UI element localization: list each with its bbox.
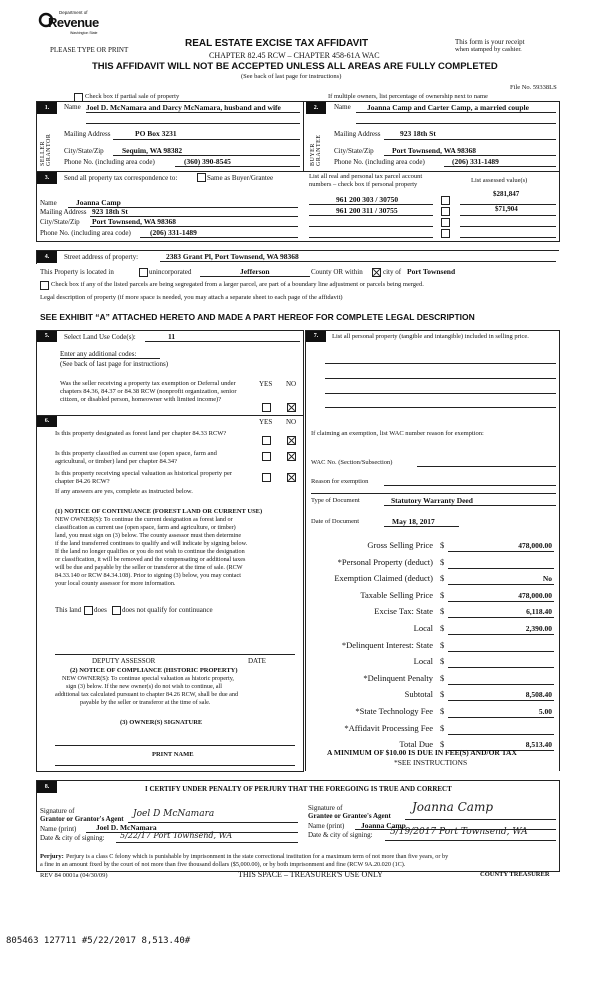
see-back: (See back of last page for instructions) xyxy=(241,73,342,80)
seller-city-label: City/State/Zip xyxy=(64,147,104,155)
unincorporated-checkbox[interactable] xyxy=(139,268,148,277)
fee-dollar-sign-0: $ xyxy=(440,540,445,550)
section-2-number: 2. xyxy=(306,102,326,114)
fee-value-4: 6,118.40 xyxy=(526,607,552,616)
same-as-buyer-checkbox[interactable] xyxy=(197,173,206,182)
does-not-qualify-checkbox[interactable] xyxy=(112,606,121,615)
this-land-label: This land xyxy=(55,606,82,614)
section-1-number: 1. xyxy=(37,102,57,114)
section-4-number: 4. xyxy=(37,251,57,263)
grantee-sig-label-2: Grantee or Grantee's Agent xyxy=(308,812,391,820)
multiple-owners-note: If multiple owners, list percentage of ownership next to name xyxy=(328,93,488,100)
buyer-phone: (206) 331-1489 xyxy=(452,157,499,166)
fee-label-0: Gross Selling Price xyxy=(367,540,433,550)
notice-1-title: (1) NOTICE OF CONTINUANCE (FOREST LAND OR CURRENT USE) xyxy=(55,508,263,515)
fee-dollar-sign-11: $ xyxy=(440,723,445,733)
fee-dollar-sign-1: $ xyxy=(440,557,445,567)
fee-dollar-sign-3: $ xyxy=(440,590,445,600)
form-title: REAL ESTATE EXCISE TAX AFFIDAVIT xyxy=(185,38,369,49)
fee-line-9 xyxy=(448,700,554,701)
deputy-assessor-label: DEPUTY ASSESSOR xyxy=(92,657,156,665)
s5-see-back: (See back of last page for instructions) xyxy=(60,360,169,368)
section-5-number: 5. xyxy=(37,331,57,342)
segregated-checkbox[interactable] xyxy=(40,281,49,290)
land-use-label: Select Land Use Code(s): xyxy=(64,333,136,341)
parcel-2-personal-checkbox[interactable] xyxy=(441,207,450,216)
grantee-sig-label-1: Signature of xyxy=(308,804,343,812)
notice-1-line-9: your local county assessor for more information. xyxy=(55,580,176,587)
q3-no-checkbox[interactable] xyxy=(287,473,296,482)
s3-name: Joanna Camp xyxy=(76,198,121,207)
parcel-header-2: numbers – check box if personal property xyxy=(309,181,418,188)
buyer-city-label: City/State/Zip xyxy=(334,147,374,155)
buyer-city: Port Townsend, WA 98368 xyxy=(392,146,477,155)
county-treasurer: COUNTY TREASURER xyxy=(480,871,550,878)
within-city-checkbox[interactable] xyxy=(372,268,381,277)
grantee-name: Joanna Camp xyxy=(361,821,406,830)
parcel-2-value: $71,904 xyxy=(495,205,518,213)
buyer-mailing: 923 18th St xyxy=(400,129,436,138)
does-label: does xyxy=(94,606,107,614)
parcel-1-value: $281,847 xyxy=(493,190,520,198)
forest-land-question: Is this property designated as forest land per chapter 84.33 RCW? xyxy=(55,430,227,437)
receipt-note-2: when stamped by cashier. xyxy=(455,46,522,53)
grantor-date-city: 5/22/17 Port Townsend, WA xyxy=(120,831,233,840)
grantee-date-label: Date & city of signing: xyxy=(308,831,373,839)
perjury-line-1: Perjury is a class C felony which is punishable by imprisonment in the state correctional institution for a maximum term of not more than five years, or by xyxy=(66,853,449,860)
buyer-phone-label: Phone No. (including area code) xyxy=(334,158,425,166)
s3-name-label: Name xyxy=(40,199,57,207)
if-yes-instructions: If any answers are yes, complete as instructed below. xyxy=(55,488,193,495)
notice-1-line-3: land, you must sign on (3) below. The county assessor must then determine xyxy=(55,532,242,539)
section-8-number: 8. xyxy=(37,781,57,793)
seller-name-label: Name xyxy=(64,103,81,111)
assessed-header: List assessed value(s) xyxy=(471,177,528,184)
q1-yes-checkbox[interactable] xyxy=(262,436,271,445)
fee-value-12: 8,513.40 xyxy=(525,740,552,749)
same-as-buyer-label: Same as Buyer/Grantee xyxy=(207,174,274,182)
seller-phone: (360) 390-8545 xyxy=(184,157,231,166)
street-address: 2383 Grant Pl, Port Townsend, WA 98368 xyxy=(166,252,299,261)
q1-no-checkbox[interactable] xyxy=(287,436,296,445)
buyer-name: Joanna Camp and Carter Camp, a married couple xyxy=(367,103,529,112)
parcel-1-personal-checkbox[interactable] xyxy=(441,196,450,205)
fee-line-8 xyxy=(448,684,554,685)
fee-minimum-note: A MINIMUM OF $10.00 IS DUE IN FEE(S) AND/OR TAX xyxy=(327,748,517,757)
seller-side-label: SELLER GRANTOR xyxy=(40,133,52,166)
fee-label-8: *Delinquent Penalty xyxy=(363,673,433,683)
form-warning: THIS AFFIDAVIT WILL NOT BE ACCEPTED UNLESS ALL AREAS ARE FULLY COMPLETED xyxy=(92,61,498,72)
fee-label-5: Local xyxy=(413,623,433,633)
section-6-number: 6. xyxy=(37,416,57,427)
s3-city: Port Townsend, WA 98368 xyxy=(92,217,177,226)
dor-logo xyxy=(38,10,98,40)
fee-value-3: 478,000.00 xyxy=(518,591,552,600)
notice-2-line-2: sign (3) below. If the new owner(s) do not wish to continue, all xyxy=(66,683,222,690)
fee-line-2 xyxy=(448,584,554,585)
fee-label-3: Taxable Selling Price xyxy=(360,590,433,600)
grantee-signature: Joanna Camp xyxy=(412,800,494,814)
reason-label: Reason for exemption xyxy=(311,478,369,485)
section-3-number: 3. xyxy=(37,172,57,184)
personal-property-label: List all personal property (tangible and intangible) included in selling price. xyxy=(332,333,529,340)
seller-city: Sequim, WA 98382 xyxy=(122,146,183,155)
fee-value-5: 2,390.00 xyxy=(525,624,552,633)
rev-number: REV 84 0001a (04/30/09) xyxy=(40,872,108,879)
fee-dollar-sign-2: $ xyxy=(440,573,445,583)
fee-dollar-sign-12: $ xyxy=(440,739,445,749)
fee-label-10: *State Technology Fee xyxy=(355,706,433,716)
owner-signature-label: (3) OWNER(S) SIGNATURE xyxy=(120,719,203,726)
grantor-name-label: Name (print) xyxy=(40,825,77,833)
fee-value-9: 8,508.40 xyxy=(525,690,552,699)
date-label: DATE xyxy=(248,657,266,665)
s3-mailing: 923 18th St xyxy=(92,207,128,216)
fee-dollar-sign-9: $ xyxy=(440,689,445,699)
notice-1-line-4: if the land transferred continues to qualify and will indicate by signing below. xyxy=(55,540,248,547)
perjury-line-2: a fine in an amount fixed by the court of not more than five thousand dollars ($5,000.00), or by both imprisonment and fine (RCW 9A.20.020 (1C). xyxy=(40,861,406,868)
fee-line-6 xyxy=(448,651,554,652)
grantee-name-label: Name (print) xyxy=(308,822,345,830)
grantor-sig-label-1: Signature of xyxy=(40,807,75,815)
section-7-number: 7. xyxy=(306,331,326,342)
street-address-label: Street address of property: xyxy=(64,253,139,261)
notice-2-line-4: payable by the seller or transferor at the time of sale. xyxy=(80,699,211,706)
current-use-question: Is this property classified as current use (open space, farm and agricultural, or timber) land per chapter 84.34? xyxy=(55,450,217,465)
exemption-claim-label: If claiming an exemption, list WAC number reason for exemption: xyxy=(311,430,484,437)
fee-line-11 xyxy=(448,734,554,735)
logo-name: Revenue xyxy=(48,15,99,30)
parcel-header-1: List all real and personal tax parcel account xyxy=(309,173,423,180)
print-name-label: PRINT NAME xyxy=(152,751,194,758)
s3-phone: (206) 331-1489 xyxy=(150,228,197,237)
fee-dollar-sign-8: $ xyxy=(440,673,445,683)
s3-phone-label: Phone No. (including area code) xyxy=(40,229,131,237)
q2-no-checkbox[interactable] xyxy=(287,452,296,461)
s5-no-checkbox[interactable] xyxy=(287,403,296,412)
county-name: Jefferson xyxy=(240,267,270,276)
notice-1-line-1: NEW OWNER(S): To continue the current designation as forest land or xyxy=(55,516,233,523)
fee-line-3 xyxy=(448,601,554,602)
notice-2-line-1: NEW OWNER(S): To continue special valuation as historic property, xyxy=(62,675,234,682)
logo-dept: Department of xyxy=(59,10,88,15)
fee-label-12: Total Due xyxy=(399,739,433,749)
fee-label-1: *Personal Property (deduct) xyxy=(337,557,433,567)
file-no: File No. 59338LS xyxy=(510,84,557,91)
unincorporated-label: unincorporated xyxy=(149,268,192,276)
does-qualify-checkbox[interactable] xyxy=(84,606,93,615)
does-not-label: does not qualify for continuance xyxy=(122,606,213,614)
parcel-3-personal-checkbox[interactable] xyxy=(441,218,450,227)
notice-1-line-8: 84.33.140 or RCW 84.34.108). Prior to signing (3) below, you may contact xyxy=(55,572,241,579)
s3-city-label: City/State/Zip xyxy=(40,218,80,226)
located-text: This Property is located in xyxy=(40,268,114,276)
perjury-label: Perjury: xyxy=(40,853,64,860)
partial-sale-label: Check box if partial sale of property xyxy=(85,93,180,100)
grantor-sig-label-2: Grantor or Grantor's Agent xyxy=(40,815,124,823)
q2-yes-checkbox[interactable] xyxy=(262,452,271,461)
notice-1-line-5: If the land no longer qualifies or you do not wish to continue the designation xyxy=(55,548,245,555)
fee-line-5 xyxy=(448,634,554,635)
fee-dollar-sign-10: $ xyxy=(440,706,445,716)
receipt-note-1: This form is your receipt xyxy=(455,38,525,46)
fee-dollar-sign-6: $ xyxy=(440,640,445,650)
notice-2-line-3: additional tax calculated pursuant to chapter 84.26 RCW, shall be due and xyxy=(55,691,239,698)
s5-yes-checkbox[interactable] xyxy=(262,403,271,412)
land-use-code: 11 xyxy=(168,332,176,341)
s5-yes-header: YES xyxy=(259,380,273,388)
notice-1-line-7: will be due and payable by the seller or transferor at the time of sale. (RCW xyxy=(55,564,243,571)
notice-1-line-6: or classification, it will be removed and the compensating or additional taxes xyxy=(55,556,246,563)
doc-date: May 18, 2017 xyxy=(392,517,435,526)
fee-label-2: Exemption Claimed (deduct) xyxy=(334,573,433,583)
fee-line-10 xyxy=(448,717,554,718)
fee-label-11: *Affidavit Processing Fee xyxy=(344,723,433,733)
please-type: PLEASE TYPE OR PRINT xyxy=(50,46,129,54)
parcel-1-number: 961 200 303 / 30750 xyxy=(336,195,399,204)
fee-line-4 xyxy=(448,617,554,618)
segregated-label: Check box if any of the listed parcels are being segregated from a larger parcel, are part of a boundary line adjustment or parcels being merged. xyxy=(51,281,424,288)
additional-codes-label: Enter any additional codes: xyxy=(60,350,137,358)
seller-name: Joel D. McNamara and Darcy McNamara, husband and wife xyxy=(86,103,281,112)
treasurer-stamp: 805463 127711 #5/22/2017 8,513.40# xyxy=(6,936,191,946)
county-or-within: County OR within xyxy=(311,268,363,276)
buyer-side-label: BUYER GRANTEE xyxy=(310,134,322,166)
see-instructions-note: *SEE INSTRUCTIONS xyxy=(394,758,468,767)
parcel-2-number: 961 200 311 / 30755 xyxy=(336,206,398,215)
s6-no-header: NO xyxy=(286,418,297,426)
seller-mailing: PO Box 3231 xyxy=(135,129,177,138)
grantor-name: Joel D. McNamara xyxy=(96,823,157,832)
form-subtitle: CHAPTER 82.45 RCW – CHAPTER 458-61A WAC xyxy=(209,51,380,60)
buyer-name-label: Name xyxy=(334,103,351,111)
doc-type-label: Type of Document xyxy=(311,497,360,504)
fee-label-7: Local xyxy=(413,656,433,666)
fee-label-9: Subtotal xyxy=(404,689,433,699)
fee-value-10: 5.00 xyxy=(538,707,552,716)
grantee-date-city: 5/19/2017 Port Townsend, WA xyxy=(390,827,528,837)
fee-value-0: 478,000.00 xyxy=(518,541,552,550)
seller-phone-label: Phone No. (including area code) xyxy=(64,158,155,166)
seller-mailing-label: Mailing Address xyxy=(64,130,111,138)
parcel-4-personal-checkbox[interactable] xyxy=(441,229,450,238)
fee-dollar-sign-4: $ xyxy=(440,606,445,616)
exhibit-a-text: SEE EXHIBIT “A” ATTACHED HERETO AND MADE A PART HEREOF FOR COMPLETE LEGAL DESCRIPTION xyxy=(40,312,475,322)
fee-label-6: *Delinquent Interest: State xyxy=(341,640,433,650)
fee-value-2: No xyxy=(542,574,552,583)
send-correspondence-label: Send all property tax correspondence to: xyxy=(64,174,178,182)
s5-no-header: NO xyxy=(286,380,297,388)
fee-line-0 xyxy=(448,551,554,552)
grantor-signature: Joel D McNamara xyxy=(133,809,215,819)
buyer-mailing-label: Mailing Address xyxy=(334,130,381,138)
property-city: Port Townsend xyxy=(407,267,456,276)
fee-line-1 xyxy=(448,568,554,569)
city-of-label: city of xyxy=(383,268,402,276)
fee-label-4: Excise Tax: State xyxy=(374,606,433,616)
q3-yes-checkbox[interactable] xyxy=(262,473,271,482)
doc-type: Statutory Warranty Deed xyxy=(391,496,473,505)
s3-mailing-label: Mailing Address xyxy=(40,208,87,216)
doc-date-label: Date of Document xyxy=(311,518,360,525)
certify-text: I CERTIFY UNDER PENALTY OF PERJURY THAT THE FOREGOING IS TRUE AND CORRECT xyxy=(145,785,452,793)
fee-dollar-sign-7: $ xyxy=(440,656,445,666)
logo-state: Washington State xyxy=(70,31,98,35)
fee-dollar-sign-5: $ xyxy=(440,623,445,633)
grantor-date-label: Date & city of signing: xyxy=(40,834,105,842)
notice-1-line-2: classification as current use (open space, farm and agriculture, or timber) xyxy=(55,524,236,531)
legal-description-label: Legal description of property (if more space is needed, you may attach a separate sheet to each page of the affidavit) xyxy=(40,294,343,301)
exemption-question: Was the seller receiving a property tax exemption or Deferral under chapters 84.36, 84.37 or 84.38 RCW (nonprofit organization, senior citizen, or disabled person, homeowner with limited income)? xyxy=(60,380,237,403)
treasurer-space: THIS SPACE – TREASURER'S USE ONLY xyxy=(238,870,383,879)
s6-yes-header: YES xyxy=(259,418,273,426)
fee-line-7 xyxy=(448,667,554,668)
wac-label: WAC No. (Section/Subsection) xyxy=(311,459,393,466)
notice-2-title: (2) NOTICE OF COMPLIANCE (HISTORIC PROPERTY) xyxy=(70,667,238,674)
historic-question: Is this property receiving special valuation as historical property per chapter 84.26 RCW? xyxy=(55,470,233,485)
